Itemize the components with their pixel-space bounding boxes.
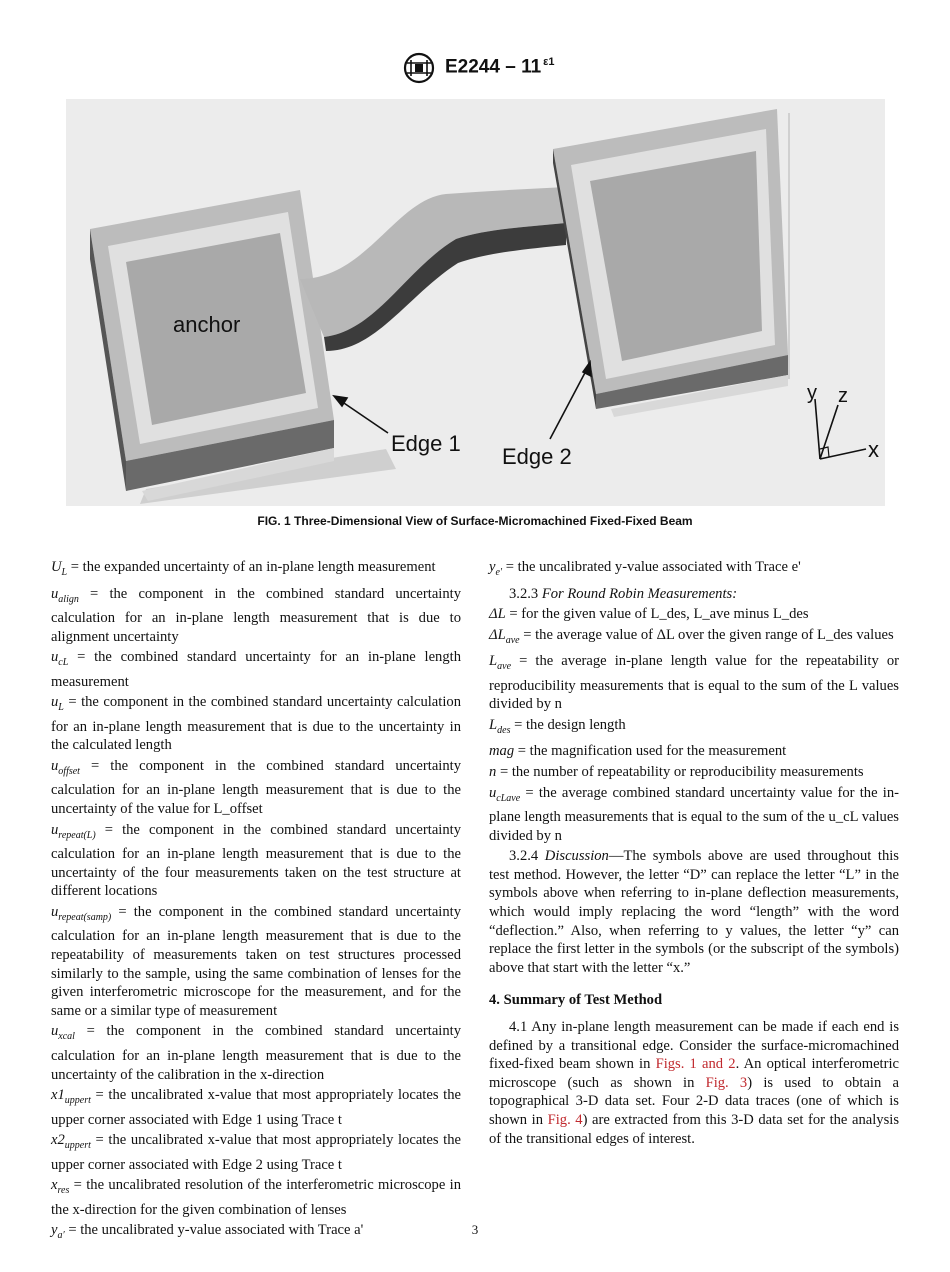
right-column bbox=[489, 558, 899, 1150]
standard-designation: E2244 – 11 $^{\varepsilon 1}$ bbox=[445, 56, 555, 78]
definition-item: $u_{cL}$ = the combined standard uncertainty for an in-plane length measurement bbox=[51, 649, 461, 690]
link-figs-1-2[interactable]: Figs. 1 and 2 bbox=[655, 1056, 736, 1073]
label-edge2: Edge 2 bbox=[502, 444, 572, 469]
axis-y-label: y bbox=[807, 382, 817, 404]
definition-item: $u_{align}$ = the component in the combined standard uncertainty calculation for an in-plane length measurement that is due to alignment uncertainty bbox=[51, 585, 461, 645]
figure-caption: FIG. 1 Three-Dimensional View of Surface-Micromachined Fixed-Fixed Beam bbox=[257, 514, 693, 528]
definition-item: $u_{repeat(L)}$ = the component in the combined standard uncertainty calculation for an in-plane length measurement that is due to the uncertainty of the four measurements taken on the test structure at different locations bbox=[51, 821, 461, 900]
axis-x-label: x bbox=[868, 437, 879, 462]
label-edge1: Edge 1 bbox=[391, 431, 461, 456]
figure-1-image bbox=[66, 99, 885, 506]
section-3-2-4: 3.2.4 Discussion—The symbols above are used throughout this test method. However, the letter “D” can replace the letter “L” in the symbols above when referring to in-plane deflection measurements, which would imply replacing the word “length” with the word “deflection.” Also, when referring to y values, the letter “y” can replace the first letter in the symbols (or the subscript of the symbols) above that start with the letter “x.” bbox=[489, 848, 899, 976]
edge2-arrow bbox=[550, 362, 591, 439]
definition-item: $u_{repeat(samp)}$ = the component in the combined standard uncertainty calculation for an in-plane length measurement that is due to the repeatability of measurements taken on test structures processed similarly to the sample, using the same combination of lenses for the given interferometric microscope for the measurement, and for the same or a similar type of measurement bbox=[51, 903, 461, 1019]
section-4-1: 4.1 Any in-plane length measurement can be made if each end is defined by a transitional edge. Consider the surface-micromachined fixed-fixed beam shown in Figs. 1 and 2. An optical interferometric microscope (such as shown in Fig. 3) is used to obtain a topographical 3-D data set. Four 2-D data traces (one of which is shown in Fig. 4) are extracted from this 3-D data set for the analysis of the transitional edges of interest. bbox=[489, 1019, 900, 1147]
designation-superscript: ε1 bbox=[543, 56, 555, 68]
link-fig-3[interactable]: Fig. 3 bbox=[705, 1074, 748, 1091]
definition-item: $U_L$ = the expanded uncertainty of an in-plane length measurement bbox=[51, 559, 436, 578]
astm-logo-icon bbox=[401, 52, 437, 84]
definition-item: $L_{ave}$ = the average in-plane length value for the repeatability or reproducibility measurements that is equal to the sum of the L values divided by n bbox=[489, 653, 899, 713]
fixed-fixed-beam-illustration bbox=[66, 99, 885, 506]
definition-item: $u_{xcal}$ = the component in the combined standard uncertainty calculation for an in-plane length measurement that is due to the uncertainty of the calibration in the x-direction bbox=[51, 1023, 461, 1083]
definition-item: mag = the magnification used for the measurement bbox=[489, 743, 787, 760]
definition-item: $x2_{uppert}$ = the uncalibrated x-value that most appropriately locates the upper corner associated with Edge 2 using Trace t bbox=[51, 1132, 461, 1173]
def-ye: $y_{e'}$ = the uncalibrated y-value associated with Trace e' bbox=[489, 559, 801, 578]
definition-item: $u_{offset}$ = the component in the combined standard uncertainty calculation for an in-plane length measurement that is due to the uncertainty of the value for L_offset bbox=[51, 757, 461, 818]
left-anchor-pad bbox=[90, 190, 396, 504]
beam bbox=[300, 187, 566, 351]
page-number: 3 bbox=[471, 1222, 479, 1237]
definition-item: $y_{a'}$ = the uncalibrated y-value associated with Trace a' bbox=[51, 1222, 364, 1242]
axis-triad bbox=[815, 399, 866, 459]
definition-item: $L_{des}$ = the design length bbox=[489, 716, 626, 736]
page-header bbox=[0, 52, 950, 84]
definition-item: $\Delta L_{ave}$ = the average value of ΔL over the given range of L_des values bbox=[489, 626, 894, 646]
definition-item: n = the number of repeatability or reproducibility measurements bbox=[489, 763, 864, 780]
definition-item: ΔL = for the given value of L_des, L_ave minus L_des bbox=[489, 606, 809, 623]
definition-item: $x_{res}$ = the uncalibrated resolution of the interferometric microscope in the x-direction for the given combination of lenses bbox=[51, 1177, 461, 1218]
definition-item: $u_L$ = the component in the combined standard uncertainty calculation for an in-plane length measurement that is due to the uncertainty in the calculated length bbox=[51, 694, 461, 754]
section-4-title: 4. Summary of Test Method bbox=[489, 992, 663, 1009]
definition-item: $u_{cLave}$ = the average combined standard uncertainty value for the in-plane length measurements that is equal to the sum of the u_cL values divided by n bbox=[489, 784, 899, 844]
axis-z-label: z bbox=[838, 385, 848, 407]
definition-item: $x1_{uppert}$ = the uncalibrated x-value that most appropriately locates the upper corner associated with Edge 1 using Trace t bbox=[51, 1087, 461, 1128]
label-anchor: anchor bbox=[173, 312, 241, 337]
edge1-arrow bbox=[334, 396, 388, 433]
link-fig-4[interactable]: Fig. 4 bbox=[547, 1111, 583, 1128]
section-3-2-3: 3.2.3 For Round Robin Measurements: bbox=[509, 585, 738, 602]
left-column bbox=[51, 558, 461, 1248]
